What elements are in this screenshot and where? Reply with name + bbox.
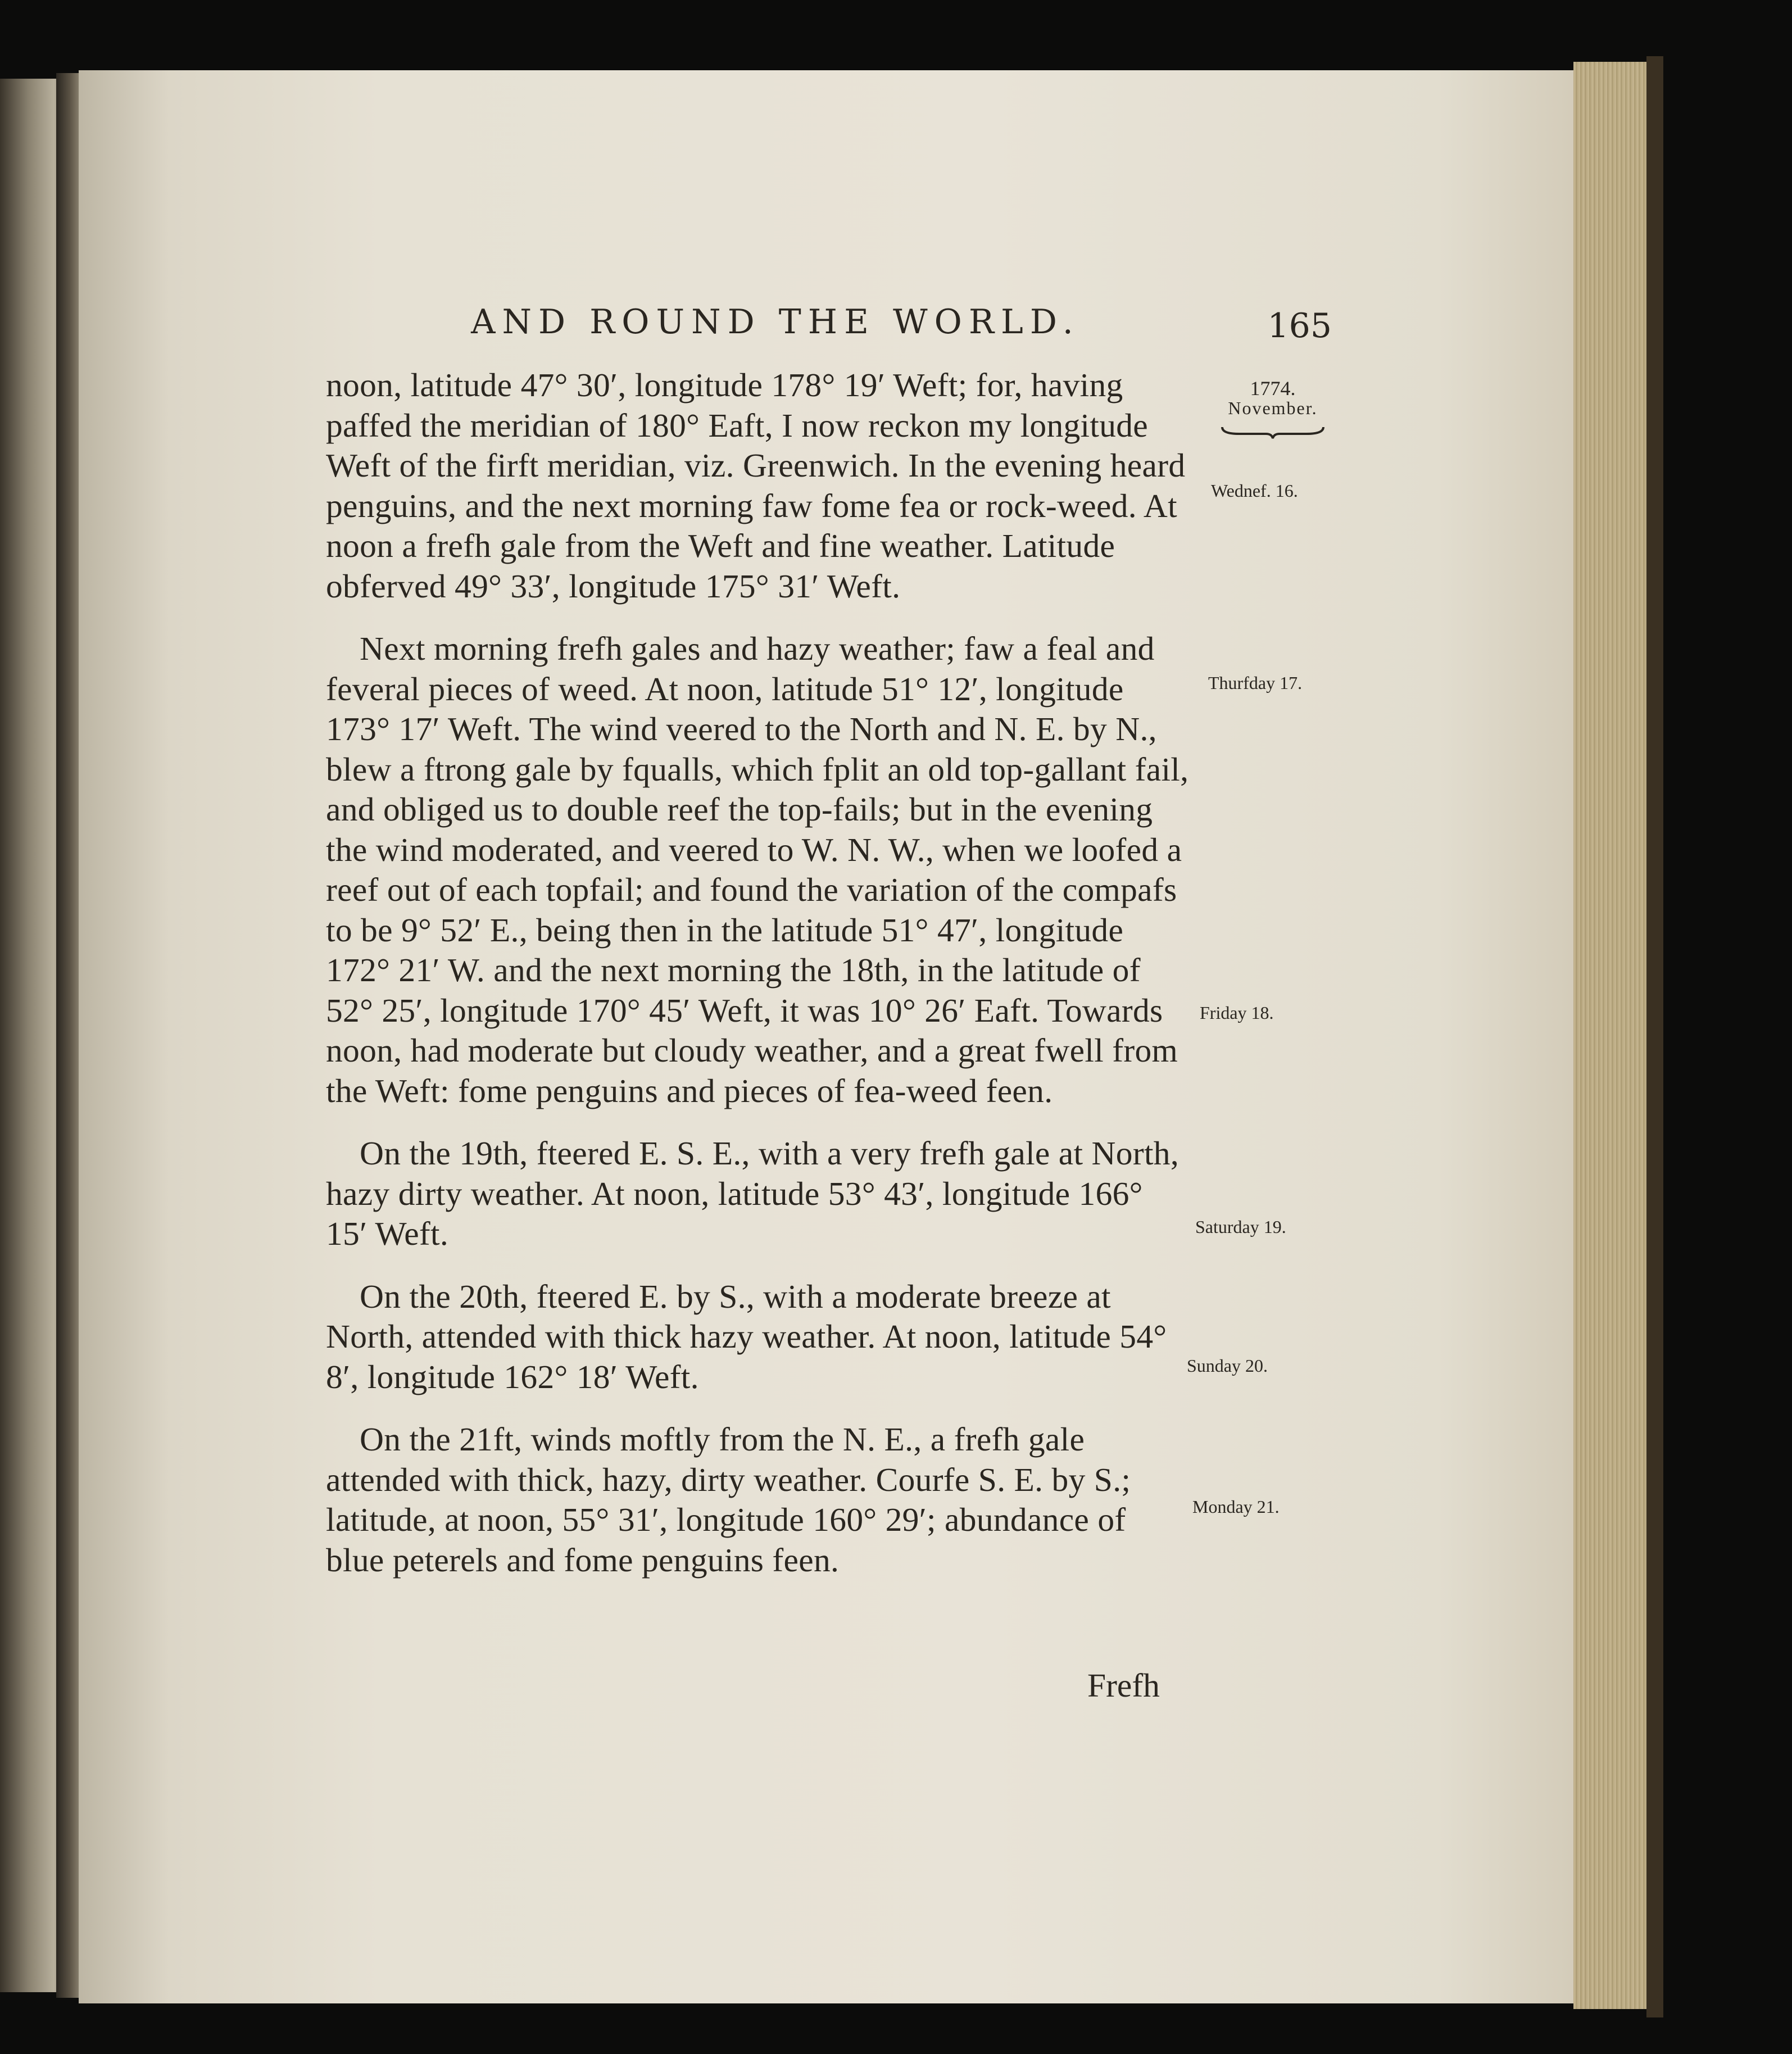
paragraph: On the 19th, fteered E. S. E., with a very frefh gale at North, hazy dirty weather. At noon, latitude 53° 43′, longitude 166° 15′ Weft. [326, 1135, 1179, 1252]
page-fore-edge [1573, 62, 1650, 2009]
running-title: AND ROUND THE WORLD. [471, 302, 1080, 342]
book-cover-edge [1646, 56, 1663, 2017]
paragraph: On the 20th, fteered E. by S., with a moderate breeze at North, attended with thick hazy weather. At noon, latitude 54° 8′, longitude 162° 18′ Weft. [326, 1277, 1167, 1395]
margin-day-friday: Friday 18. [1200, 1003, 1274, 1023]
margin-day-monday: Monday 21. [1192, 1497, 1280, 1517]
page-number: 165 [1267, 306, 1332, 346]
catchword: Frefh [1087, 1667, 1160, 1704]
paragraph: Next morning frefh gales and hazy weather; faw a feal and feveral pieces of weed. At noon, latitude 51° 12′, longitude 173° 17′ Weft. The wind veered to the North and N. E. by N., blew a ftrong gale by fqualls, which fplit an old top-gallant fail, and obliged us to double reef the top-fails; but in the evening the wind moderated, and veered to W. N. W., when we loofed a reef out of each topfail; and found the variation of the compafs to be 9° 52′ E., being then in the latitude 51° 47′, longitude 172° 21′ W. and the next morning the 18th, in the latitude of 52° 25′, longitude 170° 45′ Weft, it was 10° 26′ Eaft. Towards noon, had moderate but cloudy weather, and a great fwell from the Weft: fome penguins and pieces of fea-weed feen. [326, 630, 1189, 1109]
margin-brace [1217, 423, 1329, 439]
paragraph: On the 21ft, winds moftly from the N. E., a frefh gale attended with thick, hazy, dirty weather. Courfe S. E. by S.; latitude, at noon, 55° 31′, longitude 160° 29′; abundance of blue peterels and fome penguins feen. [326, 1421, 1131, 1579]
paragraph: noon, latitude 47° 30′, longitude 178° 19′ Weft; for, having paffed the meridian of 180° Eaft, I now reckon my longitude Weft of the firft meridian, viz. Greenwich. In the evening heard penguins, and the next morning faw fome fea or rock-weed. At noon a frefh gale from the Weft and fine weather. Latitude obferved 49° 33′, longitude 175° 31′ Weft. [326, 366, 1186, 605]
margin-year: 1774. [1250, 377, 1296, 400]
margin-day-thursday: Thurfday 17. [1208, 673, 1303, 693]
margin-day-saturday: Saturday 19. [1195, 1217, 1286, 1237]
body-text [326, 365, 1191, 1580]
margin-day-wednesday: Wednef. 16. [1211, 480, 1298, 501]
margin-month: November. [1228, 398, 1318, 418]
margin-day-sunday: Sunday 20. [1187, 1355, 1268, 1376]
